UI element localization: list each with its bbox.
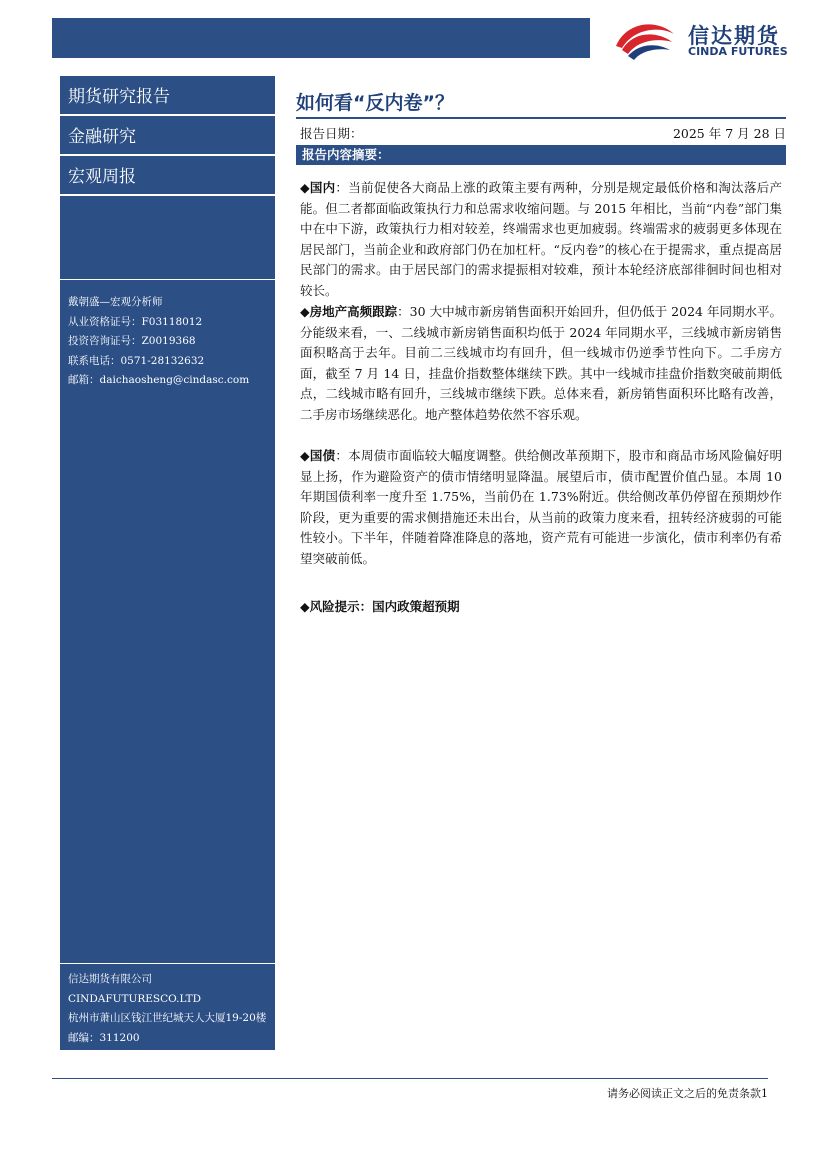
sidebar-tab-macro-weekly: 宏观周报: [60, 158, 275, 196]
sidebar-tab-futures-report: 期货研究报告: [60, 78, 275, 116]
sidebar-divider: [60, 279, 275, 280]
analyst-consult-license: 投资咨询证号：Z0019368: [68, 335, 196, 347]
risk-warning: [300, 597, 460, 615]
section-label: ◆国债: [300, 448, 336, 463]
risk-label: ◆风险提示：: [300, 599, 373, 614]
cinda-logo-mark-icon: [612, 16, 678, 62]
report-date-label: 报告日期：: [300, 126, 363, 141]
section-label: ◆房地产高频跟踪: [300, 304, 398, 319]
footer-rule: [52, 1078, 768, 1079]
company-address: 杭州市萧山区钱江世纪城天人大厦19-20楼: [68, 1012, 267, 1024]
section-bonds: [300, 446, 782, 570]
analyst-license: 从业资格证号：F03118012: [68, 315, 203, 328]
summary-heading: 报告内容摘要：: [296, 145, 786, 165]
logo-text-cn: 信达期货: [688, 24, 780, 48]
disclaimer-note: 请务必阅读正文之后的免责条款1: [607, 1087, 768, 1100]
logo-text-en: CINDA FUTURES: [688, 45, 788, 58]
risk-text: 国内政策超预期: [372, 599, 460, 614]
company-logo: [612, 16, 802, 62]
section-domestic: [300, 178, 782, 302]
analyst-phone: 联系电话：0571-28132632: [68, 354, 205, 367]
company-name: 信达期货有限公司: [68, 973, 152, 985]
section-text: ：30 大中城市新房销售面积开始回升，但仍低于 2024 年同期水平。分能级来看，一、二线城市新房销售面积均低于 2024 年同期水平，三线城市新房销售面积略高于去年。目前二三线城市均有回升，但一线城市仍逆季节性向下。二手房方面，截至 7 月 14 日，挂盘价指数整体继续下跌。其中一线城市挂盘价指数突破前期低点，二线城市略有回升，三线城市继续下跌。总体来看，新房销售面积环比略有改善，二手房市场继续恶化。地产整体趋势依然不容乐观。: [300, 304, 782, 422]
header-band: [52, 18, 590, 58]
analyst-info: [68, 293, 249, 391]
analyst-name: 戴朝盛—宏观分析师: [68, 296, 163, 308]
sidebar-divider: [60, 963, 275, 964]
report-date-value: 2025 年 7 月 28 日: [672, 126, 786, 141]
analyst-email[interactable]: 邮箱：daichaosheng@cindasc.com: [68, 374, 250, 386]
company-name-en: CINDAFUTURESCO.LTD: [68, 992, 202, 1005]
report-title: 如何看“反内卷”？: [296, 92, 454, 114]
section-label: ◆国内: [300, 180, 336, 195]
sidebar: [60, 76, 275, 1050]
section-text: ：当前促使各大商品上涨的政策主要有两种，分别是规定最低价格和淘汰落后产能。但二者都面临政策执行力和总需求收缩问题。与 2015 年相比，当前“内卷”部门集中在中下游，政策执行力相对较差，终端需求也更加疲弱。终端需求的疲弱更多体现在居民部门，当前企业和政府部门仍在加杠杆。“反内卷”的核心在于提需求，重点提高居民部门的需求。由于居民部门的需求提振相对较难，预计本轮经济底部徘徊时间也相对较长。: [300, 180, 782, 298]
sidebar-tab-finance-research: 金融研究: [60, 118, 275, 156]
section-real-estate: [300, 302, 782, 426]
title-rule: [296, 117, 786, 119]
company-postcode: 邮编：311200: [68, 1031, 140, 1044]
section-text: ：本周债市面临较大幅度调整。供给侧改革预期下，股市和商品市场风险偏好明显上扬，作为避险资产的债市情绪明显降温。展望后市，债市配置价值凸显。本周 10 年期国债利率一度升至 1.75%，当前仍在 1.73%附近。供给侧改革仍停留在预期炒作阶段，更为重要的需求侧措施还未出台，从当前的政策力度来看，扭转经济疲弱的可能性较小。下半年，伴随着降准降息的落地，资产荒有可能进一步演化，债市利率仍有希望突破前低。: [300, 448, 782, 566]
company-info: [68, 970, 266, 1048]
